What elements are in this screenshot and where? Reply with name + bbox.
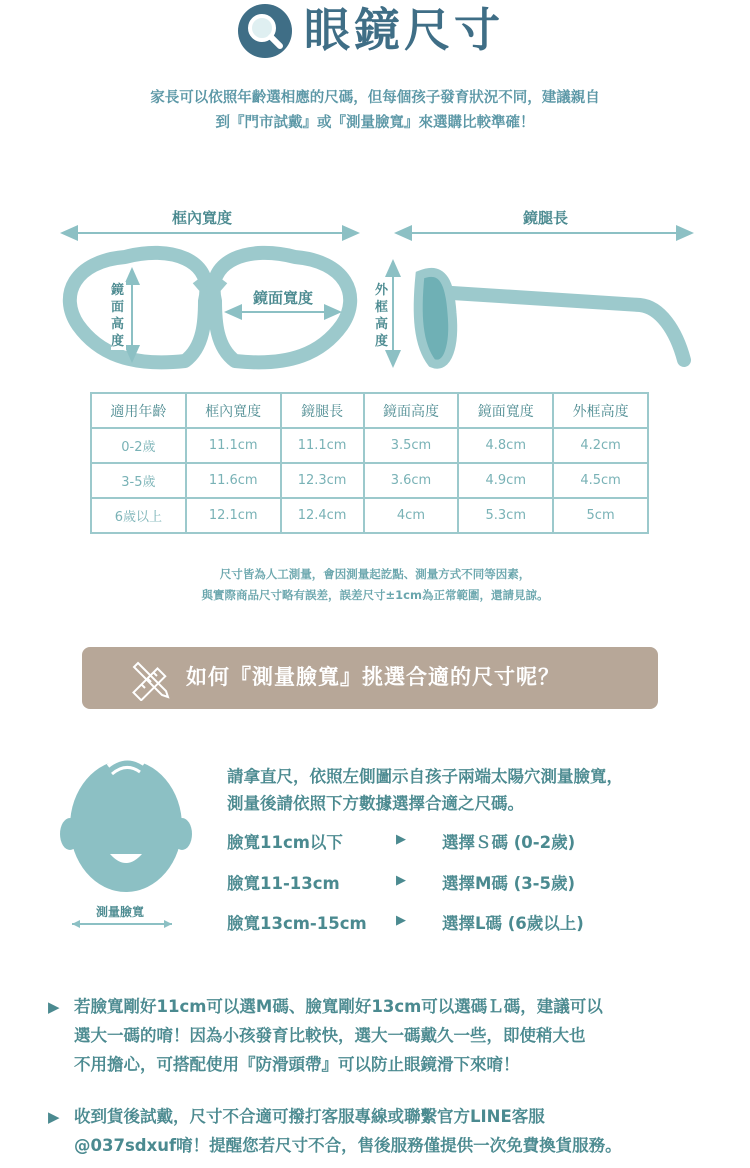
choice-row-3: 選擇L碼 (6歲以上)	[442, 914, 584, 933]
arrow-right-icon: ▶	[396, 832, 406, 847]
table-cell: 3.6cm	[364, 463, 459, 498]
table-cell: 11.1cm	[281, 428, 364, 463]
intro-line-1: 家長可以依照年齡選相應的尺碼，但每個孩子發育狀況不同，建議親自	[150, 90, 600, 106]
bullet-triangle-icon: ▶	[48, 1108, 60, 1126]
table-cell: 6歲以上	[91, 498, 186, 533]
table-cell: 4.2cm	[553, 428, 648, 463]
frame-width-label: 框內寬度	[172, 209, 233, 227]
table-cell: 0-2歲	[91, 428, 186, 463]
measure-instruction-2: 測量後請依照下方數據選擇合適之尺碼。	[227, 794, 524, 813]
range-row-2: 臉寬11-13cm	[227, 874, 340, 893]
tip-1-line-3: 不用擔心，可搭配使用『防滑頭帶』可以防止眼鏡滑下來唷！	[74, 1055, 520, 1074]
table-cell: 4.8cm	[458, 428, 553, 463]
table-header-row	[91, 393, 648, 428]
size-table	[90, 392, 649, 534]
table-cell: 12.1cm	[186, 498, 281, 533]
table-header-cell: 鏡腿長	[281, 393, 364, 428]
range-row-1: 臉寬11cm以下	[227, 833, 343, 852]
table-row	[91, 428, 648, 463]
measure-instruction-1: 請拿直尺，依照左側圖示自孩子兩端太陽穴測量臉寬，	[227, 767, 623, 786]
tip-2-line-1: 收到貨後試戴，尺寸不合適可撥打客服專線或聯繫官方LINE客服	[74, 1107, 545, 1126]
magnifier-icon	[238, 4, 292, 58]
lens-width-label: 鏡面寬度	[253, 289, 314, 307]
table-cell: 4cm	[364, 498, 459, 533]
face-width-label: 測量臉寬	[92, 903, 148, 920]
outer-height-label: 外框高度	[375, 283, 389, 349]
temple-length-label: 鏡腿長	[523, 209, 569, 227]
choice-row-1: 選擇Ｓ碼 (0-2歲)	[442, 833, 576, 852]
intro-line-2: 到『門市試戴』或『測量臉寬』來選購比較準確！	[215, 115, 535, 131]
note-line-1: 尺寸皆為人工測量，會因測量起訖點、測量方式不同等因素，	[219, 567, 531, 581]
table-row	[91, 463, 648, 498]
table-row	[91, 498, 648, 533]
bullet-triangle-icon: ▶	[48, 998, 60, 1016]
table-cell: 12.3cm	[281, 463, 364, 498]
tip-1-line-1: 若臉寬剛好11cm可以選M碼、臉寬剛好13cm可以選碼Ｌ碼，建議可以	[74, 997, 603, 1016]
table-header-cell: 框內寬度	[186, 393, 281, 428]
table-cell: 11.6cm	[186, 463, 281, 498]
tip-1-line-2: 選大一碼的唷！因為小孩發育比較快，選大一碼戴久一些，即使稍大也	[74, 1026, 586, 1045]
tip-2-line-2: @037sdxuf唷！提醒您若尺寸不合，售後服務僅提供一次免費換貨服務。	[74, 1136, 622, 1155]
page-title: 眼鏡尺寸	[304, 3, 504, 57]
table-cell: 3.5cm	[364, 428, 459, 463]
note-line-2: 與實際商品尺寸略有誤差，誤差尺寸±1cm為正常範圍，還請見諒。	[201, 588, 549, 602]
table-cell: 5cm	[553, 498, 648, 533]
table-header-cell: 適用年齡	[91, 393, 186, 428]
table-cell: 11.1cm	[186, 428, 281, 463]
lens-height-label: 鏡面高度	[111, 283, 125, 349]
table-cell: 4.9cm	[458, 463, 553, 498]
table-header-cell: 外框高度	[553, 393, 648, 428]
ruler-pencil-icon	[128, 655, 174, 701]
choice-row-2: 選擇M碼 (3-5歲)	[442, 874, 576, 893]
table-cell: 3-5歲	[91, 463, 186, 498]
table-cell: 4.5cm	[553, 463, 648, 498]
table-cell: 12.4cm	[281, 498, 364, 533]
arrow-right-icon: ▶	[396, 873, 406, 888]
table-cell: 5.3cm	[458, 498, 553, 533]
arrow-right-icon: ▶	[396, 913, 406, 928]
table-header-cell: 鏡面高度	[364, 393, 459, 428]
range-row-3: 臉寬13cm-15cm	[227, 914, 367, 933]
banner-text: 如何『測量臉寬』挑選合適的尺寸呢？	[186, 665, 560, 689]
table-header-cell: 鏡面寬度	[458, 393, 553, 428]
